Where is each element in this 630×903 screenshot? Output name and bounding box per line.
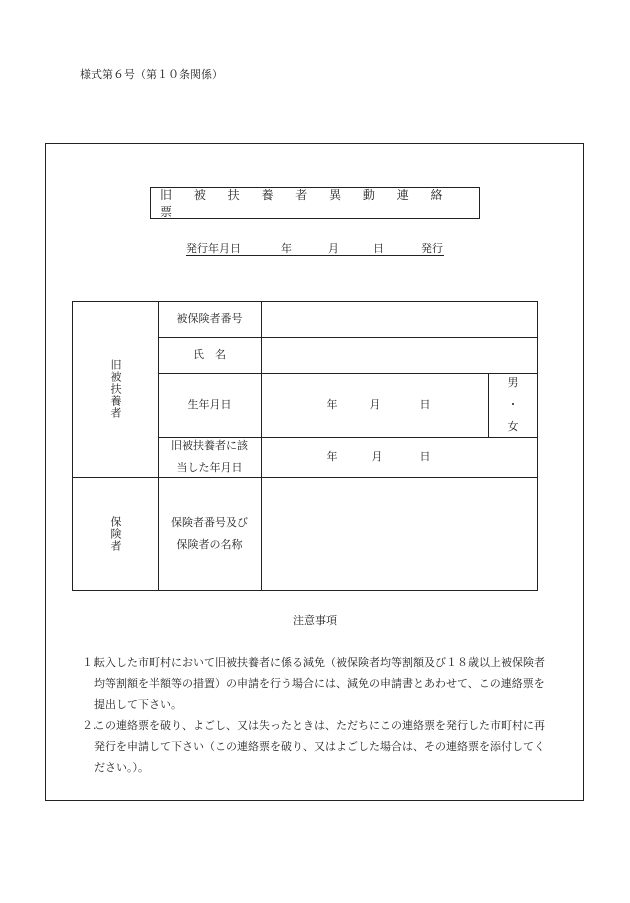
dependent-date-label: 旧被扶養者に該 当した年月日 xyxy=(171,439,248,474)
form-number: 様式第６号（第１０条関係） xyxy=(80,68,223,81)
insured-number-label: 被保険者番号 xyxy=(176,312,243,325)
birth-day-unit: 日 xyxy=(419,398,431,411)
issued-label: 発行 xyxy=(421,242,443,255)
section-former-dependent: 旧被扶養者 xyxy=(109,359,122,419)
sex-field xyxy=(489,373,537,437)
form-title: 旧 被 扶 養 者 異 動 連 絡 票 xyxy=(150,187,480,219)
name-label: 氏 名 xyxy=(193,348,226,361)
sex-separator: ・ xyxy=(507,398,519,411)
issue-month-label: 月 xyxy=(328,242,339,255)
dependent-day-unit: 日 xyxy=(419,450,431,463)
birth-date-label: 生年月日 xyxy=(187,398,232,411)
birth-year-unit: 年 xyxy=(326,398,338,411)
dependent-year-unit: 年 xyxy=(326,450,338,463)
note-item-2: ２. この連絡票を破り、よごし、又は失ったときは、ただちにこの連絡票を発行した市町村に再発行を申請して下さい（この連絡票を破り、又はよごした場合は、その連絡票を添付してください。）。 xyxy=(82,719,545,774)
issue-date-label: 発行年月日 xyxy=(186,242,241,255)
issue-underline xyxy=(186,255,444,256)
birth-month-unit: 月 xyxy=(369,398,381,411)
issue-day-label: 日 xyxy=(373,242,384,255)
notes-title: 注意事項 xyxy=(293,614,337,627)
note-item-1: １. 転入した市町村において旧被扶養者に係る減免（被保険者均等割額及び１８歳以上被保険者均等割額を半額等の措置）の申請を行う場合には、減免の申請書とあわせて、この連絡票を提出して下さい。 xyxy=(82,656,545,711)
sex-female: 女 xyxy=(507,420,519,433)
sex-male: 男 xyxy=(507,376,519,389)
section-insurer: 保険者 xyxy=(109,516,122,552)
issue-date-line xyxy=(186,240,446,258)
info-table xyxy=(72,301,538,591)
insurer-name-label: 保険者番号及び 保険者の名称 xyxy=(171,516,248,551)
dependent-month-unit: 月 xyxy=(371,450,383,463)
issue-year-label: 年 xyxy=(281,242,292,255)
